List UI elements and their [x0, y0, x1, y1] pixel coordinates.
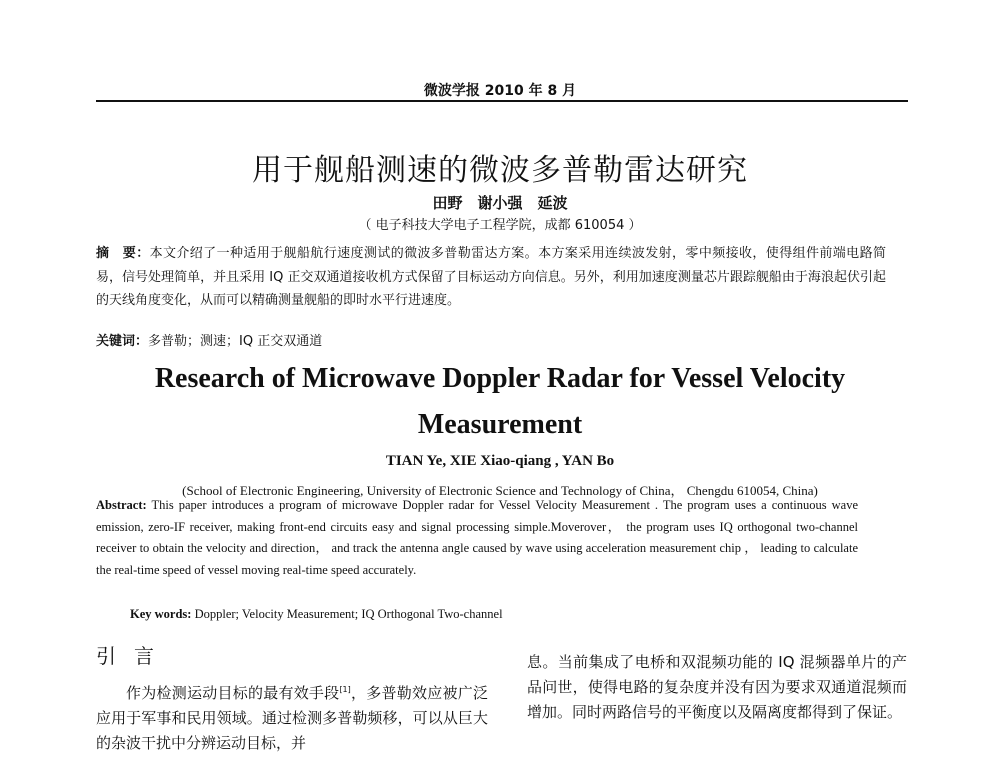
- title-en: Research of Microwave Doppler Radar for Vessel Velocity Measurement: [154, 363, 846, 440]
- abstract-en-label: Abstract:: [96, 498, 147, 512]
- keywords-cn-label: 关键词：: [96, 334, 149, 349]
- journal-header: 微波学报 2010 年 8 月: [423, 83, 577, 99]
- citation-ref: [1]: [339, 685, 351, 694]
- abstract-cn-text: 本文介绍了一种适用于舰船航行速度测试的微波多普勒雷达方案。本方案采用连续波发射，零中频接收，使得组件前端电路简易，信号处理简单，并且采用 IQ 正交双通道接收机方式保留了目标运动方向信息。另外，利用加速度测量芯片跟踪舰船由于海浪起伏引起的天线角度变化，从而可以精确测量舰船的即时水平行进速度。: [96, 246, 886, 308]
- keywords-en-text: Doppler; Velocity Measurement; IQ Orthogonal Two-channel: [194, 607, 503, 621]
- body-right-column: 息。当前集成了电桥和双混频功能的 IQ 混频器单片的产品问世，使得电路的复杂度并没有因为要求双通道混频而增加。同时两路信号的平衡度以及隔离度都得到了保证。: [527, 653, 907, 721]
- header-rule: [96, 100, 908, 102]
- authors-cn: 田野 谢小强 延波: [432, 194, 568, 212]
- keywords-cn: [96, 333, 886, 351]
- body-left-after-ref: ，多普勒效应被广泛应用于军事和民用领域。通过检测多普勒频移，可以从巨大的杂波干扰中分辨运动目标，并: [96, 684, 488, 752]
- section-heading-intro: 引言: [96, 644, 172, 668]
- body-left-column: [96, 677, 488, 756]
- affiliation-en: (School of Electronic Engineering, University of Electronic Science and Technology of China， Chengdu 610054, China): [182, 483, 818, 498]
- keywords-en: [130, 605, 870, 623]
- keywords-en-label: Key words:: [130, 607, 192, 621]
- keywords-cn-text: 多普勒；测速；IQ 正交双通道: [148, 334, 323, 349]
- affiliation-cn: （ 电子科技大学电子工程学院，成都 610054 ）: [358, 218, 642, 233]
- abstract-en: [96, 495, 858, 581]
- body-left-before-ref: 作为检测运动目标的最有效手段: [126, 684, 340, 702]
- abstract-cn: [96, 242, 886, 313]
- authors-en: TIAN Ye, XIE Xiao-qiang , YAN Bo: [385, 453, 615, 469]
- title-cn: 用于舰船测速的微波多普勒雷达研究: [252, 153, 748, 188]
- abstract-en-text: This paper introduces a program of microwave Doppler radar for Vessel Velocity Measurement . The program uses a continuous wave emission, zero-IF receiver, making front-end circuits easy and signal processing simple.Moverover， the program uses IQ orthogonal two-channel receiver to obtain the velocity and direction， and track the antenna angle caused by wave using acceleration measurement chip ， leading to calculate the real-time speed of vessel moving real-time speed accurately.: [96, 498, 858, 577]
- abstract-cn-label: 摘 要：: [96, 246, 150, 261]
